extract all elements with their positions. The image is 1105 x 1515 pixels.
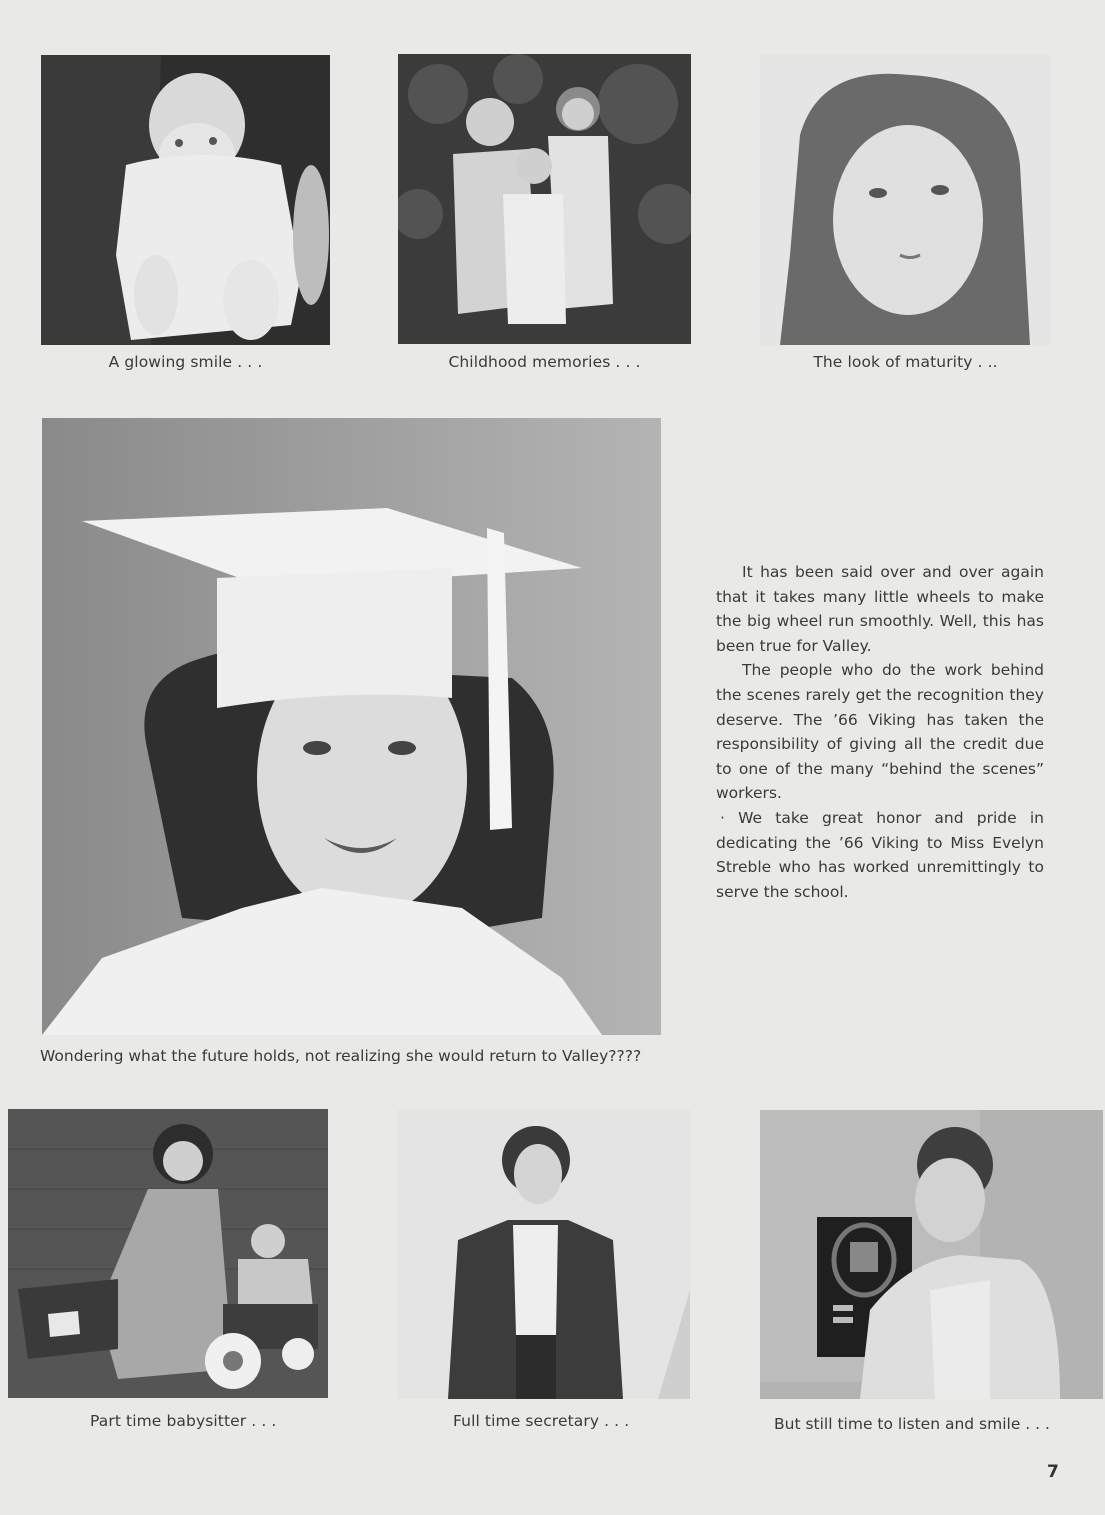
caption-glowing-smile: A glowing smile . . . <box>108 353 263 371</box>
caption-look-of-maturity: The look of maturity . .. <box>813 353 998 371</box>
photo-babysitter <box>8 1109 328 1398</box>
photo-secretary <box>398 1110 690 1399</box>
caption-babysitter: Part time babysitter . . . <box>90 1412 277 1430</box>
dedication-paragraph-2: The people who do the work behind the scenes rarely get the recognition they deserve. The ’66 Viking has taken the responsibility of giving all the credit due to one of the many “behind the scenes” workers. <box>716 661 1044 803</box>
photo-graduation-portrait <box>42 418 661 1035</box>
dedication-text <box>716 560 1044 904</box>
dedication-paragraph-1: It has been said over and over again that it takes many little wheels to make the big wheel run smoothly. Well, this has been true for Valley. <box>716 563 1044 655</box>
photo-maturity <box>760 55 1051 345</box>
caption-secretary: Full time secretary . . . <box>453 1412 630 1430</box>
page-number: 7 <box>1047 1462 1059 1482</box>
caption-listen-and-smile: But still time to listen and smile . . . <box>774 1415 1050 1433</box>
caption-future: Wondering what the future holds, not realizing she would return to Valley???? <box>40 1047 642 1065</box>
photo-listen-and-smile <box>760 1110 1103 1399</box>
photo-baby <box>41 55 330 345</box>
photo-children <box>398 54 691 344</box>
dedication-paragraph-3: · We take great honor and pride in dedicating the ’66 Viking to Miss Evelyn Streble who has worked unremittingly to serve the school. <box>716 808 1044 901</box>
caption-childhood-memories: Childhood memories . . . <box>448 353 641 371</box>
